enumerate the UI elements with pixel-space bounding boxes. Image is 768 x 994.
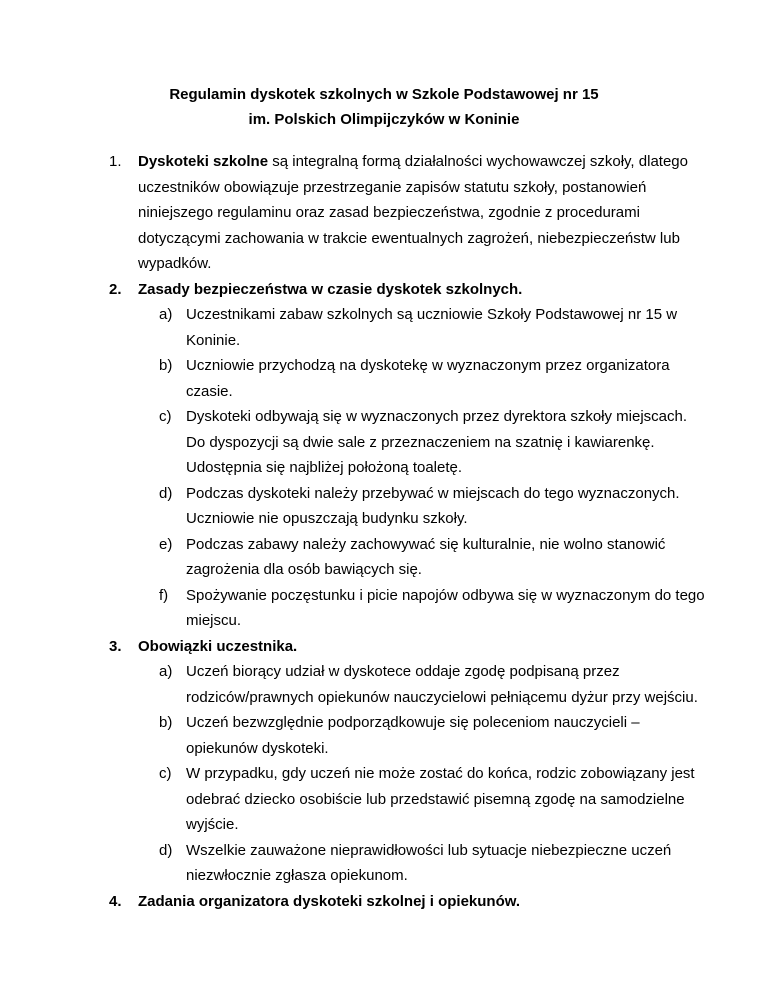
list-item-letter: c) <box>159 408 172 425</box>
list-item-text: Uczeń biorący udział w dyskotece oddaje zgodę podpisaną przez rodziców/prawnych opiekunów nauczycielowi pełniącemu dyżur przy wejściu. <box>186 663 698 706</box>
document-title-line-2: im. Polskich Olimpijczyków w Koninie <box>248 111 520 128</box>
section-2-number: 2. <box>109 280 122 298</box>
list-item <box>159 838 709 889</box>
section-2-items <box>109 302 709 634</box>
list-item-text: Wszelkie zauważone nieprawidłowości lub sytuacje niebezpieczne uczeń niezwłocznie zgłasza opiekunom. <box>186 841 672 884</box>
list-item-letter: b) <box>159 357 173 374</box>
list-item <box>159 710 709 761</box>
section-1-text: są integralną formą działalności wychowawczej szkoły, dlatego uczestników obowiązuje przestrzeganie zapisów statutu szkoły, postanowień niniejszego regulaminu oraz zasad bezpieczeństwa, zgodnie z procedurami dotyczącymi zachowania w trakcie ewentualnych zagrożeń, niebezpieczeństw lub wypadków. <box>138 153 688 272</box>
section-2 <box>109 277 709 303</box>
list-item-letter: b) <box>159 714 173 731</box>
list-item <box>159 761 709 838</box>
section-1-number: 1. <box>109 153 122 170</box>
section-4-heading: Zadania organizatora dyskoteki szkolnej i opiekunów. <box>138 892 521 910</box>
section-4-number: 4. <box>109 892 122 910</box>
regulation-body <box>109 149 709 914</box>
document-title-line-1: Regulamin dyskotek szkolnych w Szkole Podstawowej nr 15 <box>169 86 599 103</box>
list-item-text: Dyskoteki odbywają się w wyznaczonych przez dyrektora szkoły miejscach. Do dyspozycji są dwie sale z przeznaczeniem na szatnię i kawiarenkę. Udostępnia się najbliżej położoną toaletę. <box>186 408 688 476</box>
list-item-letter: e) <box>159 535 173 553</box>
section-3 <box>109 634 709 660</box>
section-3-items <box>109 659 709 889</box>
list-item-text: Podczas dyskoteki należy przebywać w miejscach do tego wyznaczonych. Uczniowie nie opuszczają budynku szkoły. <box>186 484 680 527</box>
section-3-heading: Obowiązki uczestnika. <box>138 637 298 655</box>
list-item-letter: a) <box>159 306 173 323</box>
section-1-lead: Dyskoteki szkolne <box>138 153 269 170</box>
list-item <box>159 404 709 481</box>
list-item <box>159 659 709 710</box>
list-item-letter: d) <box>159 841 173 859</box>
list-item <box>159 353 709 404</box>
list-item-letter: f) <box>159 586 169 604</box>
list-item-letter: d) <box>159 484 173 502</box>
list-item-letter: c) <box>159 765 172 782</box>
list-item-text: Spożywanie poczęstunku i picie napojów odbywa się w wyznaczonym do tego miejscu. <box>186 586 705 629</box>
section-3-number: 3. <box>109 637 122 655</box>
list-item-text: Uczestnikami zabaw szkolnych są uczniowie Szkoły Podstawowej nr 15 w Koninie. <box>186 306 678 349</box>
list-item <box>159 481 709 532</box>
list-item-letter: a) <box>159 663 173 680</box>
list-item <box>159 532 709 583</box>
list-item-text: Podczas zabawy należy zachowywać się kulturalnie, nie wolno stanowić zagrożenia dla osób bawiących się. <box>186 535 666 578</box>
list-item-text: W przypadku, gdy uczeń nie może zostać do końca, rodzic zobowiązany jest odebrać dziecko osobiście lub przedstawić pisemną zgodę na samodzielne wyjście. <box>186 765 695 833</box>
section-2-heading: Zasady bezpieczeństwa w czasie dyskotek szkolnych. <box>138 280 523 298</box>
list-item-text: Uczniowie przychodzą na dyskotekę w wyznaczonym przez organizatora czasie. <box>186 357 670 400</box>
section-4 <box>109 889 709 915</box>
section-1 <box>109 149 709 277</box>
list-item <box>159 302 709 353</box>
list-item <box>159 583 709 634</box>
list-item-text: Uczeń bezwzględnie podporządkowuje się poleceniom nauczycieli – opiekunów dyskoteki. <box>186 714 640 757</box>
